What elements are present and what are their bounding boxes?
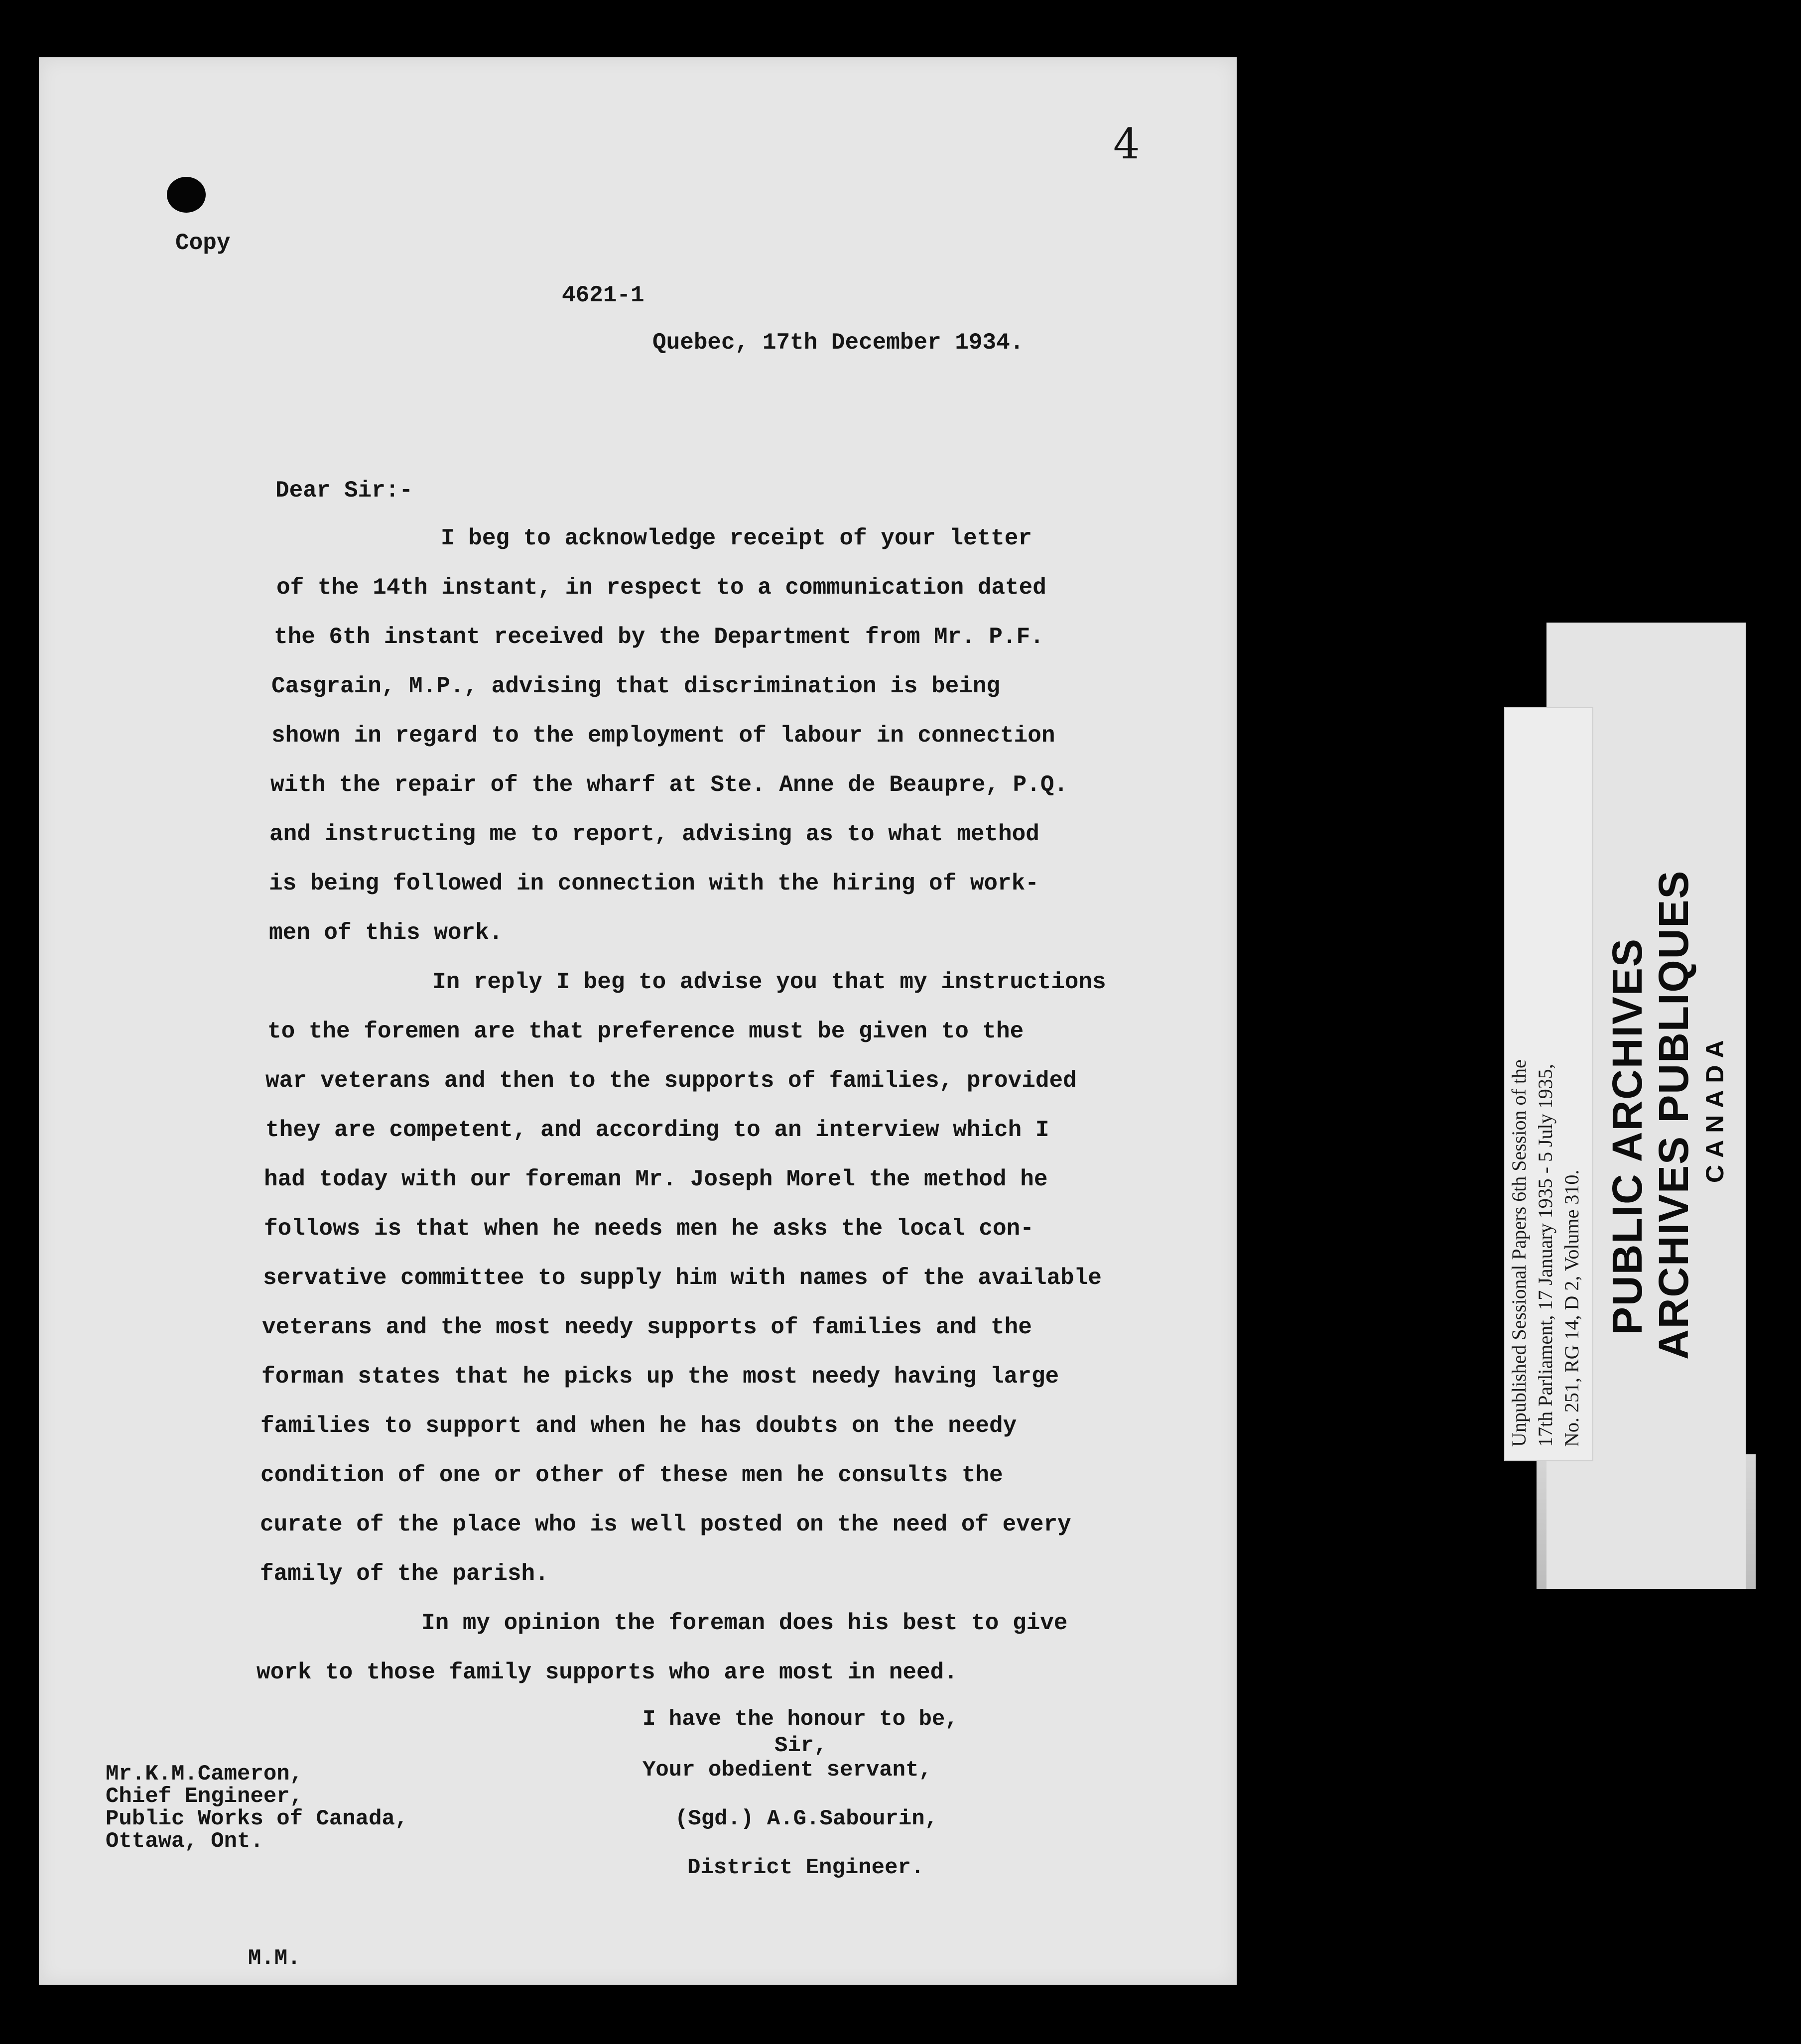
paragraph-1-line: is being followed in connection with the hiring of work-	[269, 871, 1039, 896]
place-date: Quebec, 17th December 1934.	[652, 330, 1024, 356]
typist-initials: M.M.	[248, 1946, 301, 1971]
archive-source-line: 17th Parliament, 17 January 1935 - 5 July 1935,	[1534, 1064, 1556, 1447]
recipient-line: Mr.K.M.Cameron,	[106, 1762, 303, 1787]
signature: (Sgd.) A.G.Sabourin,	[675, 1806, 938, 1831]
paragraph-1-line: Casgrain, M.P., advising that discrimination is being	[271, 673, 1001, 699]
paragraph-2-line: families to support and when he has doubts on the needy	[260, 1413, 1017, 1439]
recipient-line: Ottawa, Ont.	[106, 1829, 263, 1854]
paragraph-1-line: the 6th instant received by the Department from Mr. P.F.	[274, 624, 1044, 650]
paragraph-2-line: condition of one or other of these men he consults the	[260, 1462, 1003, 1488]
copy-label: Copy	[175, 230, 231, 256]
paragraph-2-line: had today with our foreman Mr. Joseph Morel the method he	[264, 1166, 1048, 1192]
paragraph-2-line: curate of the place who is well posted on the need of every	[260, 1512, 1071, 1537]
archive-source-line: No. 251, RG 14, D 2, Volume 310.	[1560, 1169, 1583, 1447]
salutation: Dear Sir:-	[275, 478, 413, 504]
paragraph-2-line: forman states that he picks up the most needy having large	[261, 1364, 1059, 1390]
paragraph-2-line: In reply I beg to advise you that my instructions	[432, 969, 1106, 995]
paragraph-2-line: family of the parish.	[260, 1561, 549, 1587]
paragraph-3-line: In my opinion the foreman does his best to give	[421, 1610, 1068, 1636]
closing-line-1: I have the honour to be,	[643, 1707, 958, 1732]
paragraph-2-line: follows is that when he needs men he asks the local con-	[264, 1216, 1034, 1242]
paragraph-2-line: to the foremen are that preference must be given to the	[267, 1019, 1024, 1044]
archive-stamp-line-1: PUBLIC ARCHIVES	[1604, 938, 1651, 1335]
paragraph-2-line: war veterans and then to the supports of families, provided	[265, 1068, 1077, 1094]
page-number: 4	[1113, 120, 1140, 168]
paragraph-2-line: veterans and the most needy supports of families and the	[262, 1314, 1032, 1340]
paragraph-1-line: shown in regard to the employment of labour in connection	[271, 723, 1055, 749]
paragraph-2-line: servative committee to supply him with names of the available	[263, 1265, 1102, 1291]
signer-title: District Engineer.	[687, 1855, 924, 1880]
hole-punch	[167, 177, 206, 213]
paragraph-2-line: they are competent, and according to an interview which I	[265, 1117, 1049, 1143]
archive-source-line: Unpublished Sessional Papers 6th Session of the	[1508, 1059, 1530, 1447]
paragraph-1-line: and instructing me to report, advising as to what method	[269, 821, 1039, 847]
closing-line-3: Your obedient servant,	[643, 1758, 932, 1783]
closing-line-2: Sir,	[774, 1733, 827, 1758]
paragraph-3-line: work to those family supports who are most in need.	[257, 1660, 958, 1685]
paragraph-1-line: men of this work.	[269, 920, 503, 946]
archive-stamp-line-2: ARCHIVES PUBLIQUES	[1650, 870, 1697, 1360]
paragraph-1-line: I beg to acknowledge receipt of your letter	[441, 525, 1032, 551]
recipient-line: Public Works of Canada,	[106, 1806, 408, 1831]
recipient-line: Chief Engineer,	[106, 1784, 303, 1809]
paragraph-1-line: of the 14th instant, in respect to a communication dated	[276, 575, 1046, 601]
file-number: 4621-1	[562, 282, 644, 308]
paragraph-1-line: with the repair of the wharf at Ste. Anne de Beaupre, P.Q.	[270, 772, 1068, 798]
archive-stamp-line-3: CANADA	[1701, 1033, 1729, 1183]
